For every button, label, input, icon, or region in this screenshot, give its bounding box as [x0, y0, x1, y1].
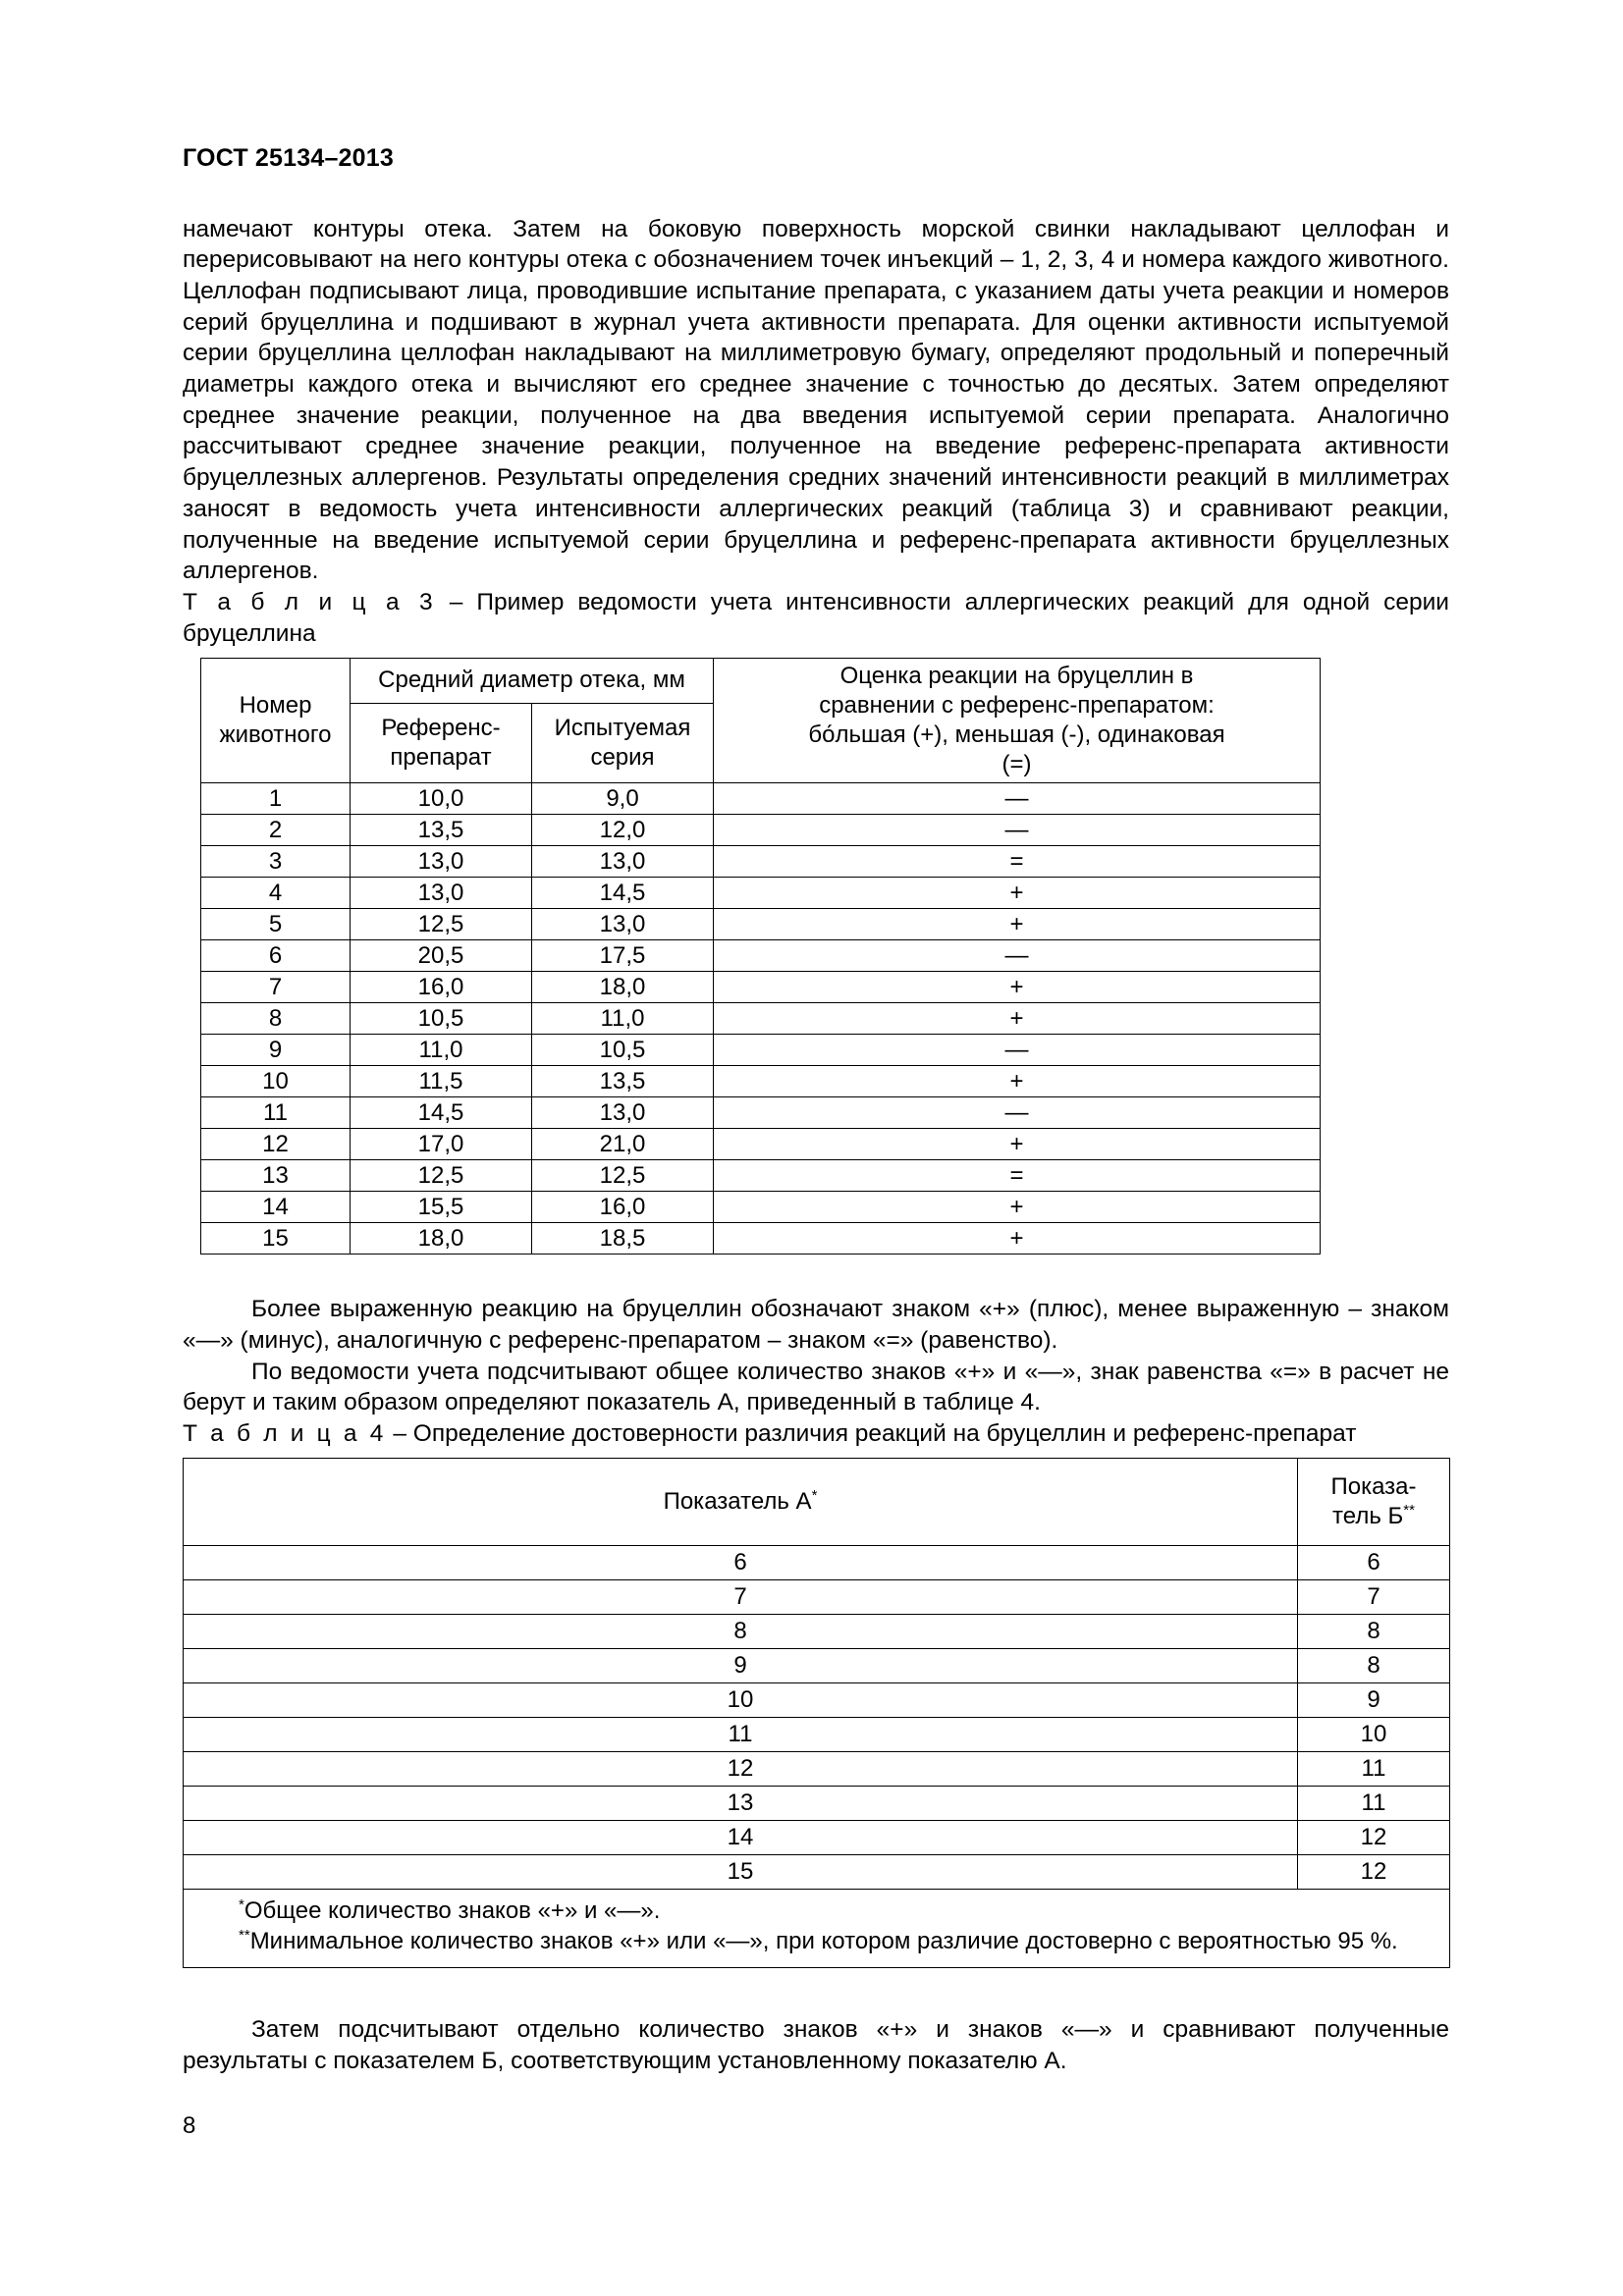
table-row [201, 783, 1321, 815]
table3-header-test-series [532, 703, 714, 783]
table3-cell-number: 8 [201, 1003, 351, 1035]
table-row [201, 1003, 1321, 1035]
table4-caption [183, 1418, 1449, 1450]
table-row [184, 1579, 1450, 1614]
table4-header-indicator-b-line1: Показа- [1330, 1472, 1417, 1500]
table3-header-mean-diameter: Средний диаметр отека, мм [351, 659, 714, 703]
table4-cell-a: 11 [184, 1717, 1298, 1751]
table4-cell-b: 9 [1298, 1682, 1450, 1717]
table3-cell-test: 18,5 [532, 1223, 714, 1255]
table3-cell-number: 4 [201, 878, 351, 909]
table3-cell-number: 1 [201, 783, 351, 815]
table3-cell-reference: 10,0 [351, 783, 532, 815]
table3-cell-evaluation: = [714, 1160, 1321, 1192]
paragraph-signs: Более выраженную реакцию на бруцеллин обозначают знаком «+» (плюс), менее выраженную – знаком «—» (минус), аналогичную с референс-препаратом – знаком «=» (равенство). [183, 1296, 1449, 1355]
table-row [201, 1223, 1321, 1255]
table4-cell-b: 11 [1298, 1751, 1450, 1786]
table3-cell-evaluation: + [714, 972, 1321, 1003]
table3-cell-number: 14 [201, 1192, 351, 1223]
table3-cell-test: 13,0 [532, 909, 714, 940]
table4-cell-a: 10 [184, 1682, 1298, 1717]
table3-cell-number: 3 [201, 846, 351, 878]
table4-cell-b: 10 [1298, 1717, 1450, 1751]
table-row [201, 972, 1321, 1003]
table3-cell-test: 13,0 [532, 1097, 714, 1129]
table-row [201, 1066, 1321, 1097]
table3-cell-test: 14,5 [532, 878, 714, 909]
table-row [201, 846, 1321, 878]
table4-cell-a: 6 [184, 1545, 1298, 1579]
table4-cell-b: 11 [1298, 1786, 1450, 1820]
table3-cell-test: 11,0 [532, 1003, 714, 1035]
table3-cell-test: 9,0 [532, 783, 714, 815]
table3-cell-reference: 20,5 [351, 940, 532, 972]
table4-footnotes-row [184, 1889, 1450, 1967]
table4-header-indicator-a-mark: * [811, 1486, 818, 1504]
table-row [201, 1097, 1321, 1129]
table3-cell-test: 18,0 [532, 972, 714, 1003]
table3-cell-reference: 11,0 [351, 1035, 532, 1066]
table4-cell-a: 14 [184, 1820, 1298, 1854]
table3-cell-reference: 17,0 [351, 1129, 532, 1160]
table3-cell-evaluation: + [714, 1003, 1321, 1035]
table3-cell-test: 12,5 [532, 1160, 714, 1192]
table3-cell-test: 17,5 [532, 940, 714, 972]
table-row [184, 1648, 1450, 1682]
table3-cell-evaluation: — [714, 1097, 1321, 1129]
table-row [201, 1192, 1321, 1223]
table3-cell-test: 13,5 [532, 1066, 714, 1097]
table4-cell-a: 12 [184, 1751, 1298, 1786]
table3-cell-evaluation: — [714, 815, 1321, 846]
table4-cell-a: 8 [184, 1614, 1298, 1648]
table3-cell-test: 10,5 [532, 1035, 714, 1066]
table3-cell-reference: 14,5 [351, 1097, 532, 1129]
table-row [201, 1035, 1321, 1066]
table3-header-animal-number [201, 659, 351, 783]
table4-header-indicator-b [1298, 1458, 1450, 1545]
table3-cell-reference: 16,0 [351, 972, 532, 1003]
table-row [184, 1614, 1450, 1648]
table3-caption [183, 587, 1449, 649]
table-row [184, 1751, 1450, 1786]
paragraph-closing: Затем подсчитывают отдельно количество знаков «+» и знаков «—» и сравнивают полученные результаты с показателем Б, соответствующим установленному показателю А. [183, 2015, 1449, 2074]
table3-header-evaluation [714, 659, 1321, 783]
table4-footnote-2-mark: ** [239, 1927, 250, 1945]
table4-cell-b: 6 [1298, 1545, 1450, 1579]
table3-cell-reference: 10,5 [351, 1003, 532, 1035]
table3-cell-number: 12 [201, 1129, 351, 1160]
table3-header-test-line1: Испытуемая [554, 714, 691, 741]
table3-cell-number: 10 [201, 1066, 351, 1097]
table4-cell-b: 12 [1298, 1854, 1450, 1889]
table3-cell-evaluation: = [714, 846, 1321, 878]
table3-header-evaluation-line3: бо́льшая (+), меньшая (-), одинаковая [808, 721, 1225, 749]
table4-footnote-1 [193, 1896, 1439, 1927]
table-row [184, 1854, 1450, 1889]
table3-cell-reference: 13,5 [351, 815, 532, 846]
table4-cell-a: 13 [184, 1786, 1298, 1820]
table4-header-row [184, 1458, 1450, 1545]
table4-header-indicator-a-label: Показатель А [663, 1487, 812, 1515]
table3-caption-text: – Пример ведомости учета интенсивности аллергических реакций для одной серии бруцеллина [183, 588, 1449, 647]
table3-cell-test: 21,0 [532, 1129, 714, 1160]
table3-header-animal-number-line2: животного [219, 721, 332, 749]
table4-footnote-2 [193, 1926, 1439, 1957]
table3-header-evaluation-line1: Оценка реакции на бруцеллин в [839, 663, 1194, 690]
table3-cell-reference: 12,5 [351, 909, 532, 940]
table4-cell-b: 8 [1298, 1614, 1450, 1648]
table-row [201, 1129, 1321, 1160]
table-row [184, 1717, 1450, 1751]
table4-footnotes [184, 1889, 1450, 1967]
table-4-significance [183, 1458, 1450, 1968]
table-row [201, 815, 1321, 846]
table3-cell-evaluation: — [714, 783, 1321, 815]
table4-header-indicator-a [184, 1458, 1298, 1545]
table-row [201, 940, 1321, 972]
table4-header-indicator-b-line2: тель Б [1332, 1502, 1404, 1529]
paragraph-indicator-a: По ведомости учета подсчитывают общее количество знаков «+» и «—», знак равенства «=» в расчет не берут и таким образом определяют показатель А, приведенный в таблице 4. [183, 1358, 1449, 1416]
table3-cell-test: 12,0 [532, 815, 714, 846]
table4-footnote-2-text: Минимальное количество знаков «+» или «—», при котором различие достоверно с вероятностью 95 %. [249, 1928, 1398, 1955]
table3-cell-evaluation: + [714, 909, 1321, 940]
table3-cell-test: 13,0 [532, 846, 714, 878]
standard-header: ГОСТ 25134–2013 [183, 144, 394, 172]
table3-cell-evaluation: + [714, 878, 1321, 909]
table4-cell-a: 15 [184, 1854, 1298, 1889]
table4-caption-text: – Определение достоверности различия реакций на бруцеллин и референс-препарат [386, 1420, 1357, 1448]
table4-footnote-1-mark: * [239, 1896, 244, 1913]
table3-cell-number: 7 [201, 972, 351, 1003]
table4-caption-label: Т а б л и ц а 4 [183, 1420, 387, 1448]
table3-cell-reference: 13,0 [351, 878, 532, 909]
table-row [184, 1545, 1450, 1579]
table4-footnote-1-text: Общее количество знаков «+» и «—». [243, 1896, 661, 1924]
table3-cell-evaluation: + [714, 1223, 1321, 1255]
table3-cell-evaluation: + [714, 1192, 1321, 1223]
table3-header-animal-number-line1: Номер [239, 692, 312, 720]
page-content [183, 0, 1449, 2076]
table3-header-evaluation-line2: сравнении с референс-препаратом: [819, 692, 1215, 720]
table4-cell-a: 7 [184, 1579, 1298, 1614]
table3-header-reference-line2: препарат [390, 743, 492, 771]
table-row [184, 1820, 1450, 1854]
table4-header-indicator-b-mark: ** [1403, 1501, 1415, 1519]
table3-cell-evaluation: — [714, 1035, 1321, 1066]
table-row [201, 1160, 1321, 1192]
table3-cell-reference: 13,0 [351, 846, 532, 878]
table-row [201, 878, 1321, 909]
table3-cell-number: 2 [201, 815, 351, 846]
table-row [184, 1786, 1450, 1820]
table3-cell-evaluation: + [714, 1129, 1321, 1160]
table3-header-evaluation-line4: (=) [1001, 751, 1032, 778]
table3-cell-test: 16,0 [532, 1192, 714, 1223]
table4-cell-b: 12 [1298, 1820, 1450, 1854]
paragraph-intro: намечают контуры отека. Затем на боковую поверхность морской свинки накладывают целлофан и перерисовывают на него контуры отека с обозначением точек инъекций – 1, 2, 3, 4 и номера каждого животного. Целлофан подписывают лица, проводившие испытание препарата, с указанием даты учета реакции и номеров серий бруцеллина и подшивают в журнал учета активности препарата. Для оценки активности испытуемой серии бруцеллина целлофан накладывают на миллиметровую бумагу, определяют продольный и поперечный диаметры каждого отека и вычисляют его среднее значение с точностью до десятых. Затем определяют среднее значение реакции, полученное на два введения испытуемой серии препарата. Аналогично рассчитывают среднее значение реакции, полученное на введение референс-препарата активности бруцеллезных аллергенов. Результаты определения средних значений интенсивности реакций в миллиметрах заносят в ведомость учета интенсивности аллергических реакций (таблица 3) и сравнивают реакции, полученные на введение испытуемой серии бруцеллина и референс-препарата активности бруцеллезных аллергенов. [183, 215, 1449, 585]
table3-cell-number: 6 [201, 940, 351, 972]
table3-cell-number: 13 [201, 1160, 351, 1192]
table3-cell-evaluation: — [714, 940, 1321, 972]
table3-cell-reference: 15,5 [351, 1192, 532, 1223]
table-row [201, 909, 1321, 940]
table3-cell-number: 9 [201, 1035, 351, 1066]
table-3-intensity-ledger [200, 658, 1321, 1255]
table3-cell-number: 5 [201, 909, 351, 940]
table3-cell-reference: 12,5 [351, 1160, 532, 1192]
table3-cell-evaluation: + [714, 1066, 1321, 1097]
table3-caption-label: Т а б л и ц а 3 [183, 588, 436, 615]
table4-cell-b: 8 [1298, 1648, 1450, 1682]
table-row [184, 1682, 1450, 1717]
table3-header-row-1 [201, 659, 1321, 703]
table4-cell-b: 7 [1298, 1579, 1450, 1614]
table3-cell-reference: 11,5 [351, 1066, 532, 1097]
table3-header-reference-preparation [351, 703, 532, 783]
page-number: 8 [183, 2112, 196, 2139]
table3-header-test-line2: серия [590, 743, 655, 771]
table3-header-reference-line1: Референс- [381, 714, 501, 741]
table4-cell-a: 9 [184, 1648, 1298, 1682]
table3-cell-number: 15 [201, 1223, 351, 1255]
table4-header-indicator-b-line2-wrap [1302, 1502, 1445, 1531]
table3-cell-reference: 18,0 [351, 1223, 532, 1255]
table3-cell-number: 11 [201, 1097, 351, 1129]
